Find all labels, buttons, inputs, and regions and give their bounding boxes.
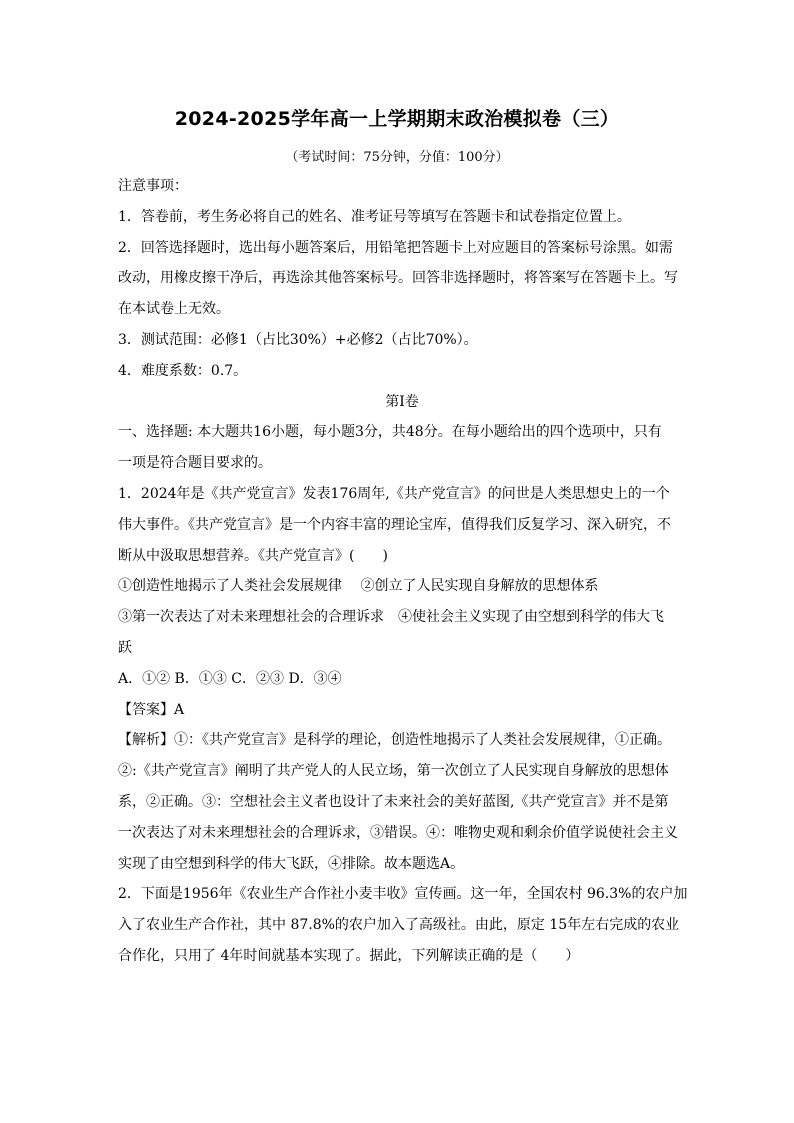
notice-item: 在本试卷上无效。 bbox=[118, 301, 230, 318]
q1-statement: ③第一次表达了对未来理想社会的合理诉求 ④使社会主义实现了由空想到科学的伟大飞 bbox=[118, 609, 664, 626]
notice-item: 1．答卷前，考生务必将自己的姓名、准考证号等填写在答题卡和试卷指定位置上。 bbox=[118, 208, 631, 225]
notice-item: 4．难度系数：0.7。 bbox=[118, 362, 248, 379]
notice-item: 改动，用橡皮擦干净后，再选涂其他答案标号。回答非选择题时，将答案写在答题卡上。写 bbox=[118, 270, 678, 287]
section-intro: 一、选择题: 本大题共16小题，每小题3分，共48分。在每小题给出的四个选项中，只有 bbox=[118, 424, 662, 441]
q1-stem: 伟大事件。《共产党宣言》是一个内容丰富的理论宝库，值得我们反复学习、深入研究，不 bbox=[118, 516, 671, 533]
q1-statement: 跃 bbox=[118, 639, 132, 656]
q2-stem: 入了农业生产合作社，其中 87.8%的农户加入了高级社。由此，原定 15年左右完成的农业 bbox=[118, 917, 680, 934]
q2-stem: 2．下面是1956年《农业生产合作社小麦丰收》宣传画。这一年，全国农村 96.3%的农户加 bbox=[118, 886, 688, 903]
q1-stem: 1．2024年是《共产党宣言》发表176周年,《共产党宣言》的问世是人类思想史上的一个 bbox=[118, 485, 670, 502]
section-intro: 一项是符合题目要求的。 bbox=[118, 455, 272, 472]
section-title: 第Ⅰ卷 bbox=[385, 393, 419, 410]
q1-answer: 【答案】A bbox=[118, 701, 185, 718]
exam-subtitle: （考试时间：75分钟，分值：100分） bbox=[285, 150, 509, 165]
q1-analysis: ②:《共产党宣言》阐明了共产党人的人民立场，第一次创立了人民实现自身解放的思想体 bbox=[118, 763, 669, 780]
notice-item: 2．回答选择题时，选出每小题答案后，用铅笔把答题卡上对应题目的答案标号涂黑。如需 bbox=[118, 239, 673, 256]
q2-stem: 合作化，只用了 4年时间就基本实现了。据此，下列解读正确的是（ ） bbox=[118, 947, 580, 964]
notice-item: 3．测试范围：必修1（占比30%）+必修2（占比70%）。 bbox=[118, 331, 478, 348]
q1-options: A．①② B．①③ C．②③ D．③④ bbox=[118, 670, 342, 687]
q1-analysis: 一次表达了对未来理想社会的合理诉求，③错误。④：唯物史观和剩余价值学说使社会主义 bbox=[118, 824, 678, 841]
exam-title: 2024-2025学年高一上学期期末政治模拟卷（三） bbox=[174, 108, 620, 130]
q1-analysis: 实现了由空想到科学的伟大飞跃，④排除。故本题选A。 bbox=[118, 855, 465, 872]
q1-analysis: 【解析】①：《共产党宣言》是科学的理论，创造性地揭示了人类社会发展规律，①正确。 bbox=[118, 732, 671, 749]
q1-statement: ①创造性地揭示了人类社会发展规律 ②创立了人民实现自身解放的思想体系 bbox=[118, 578, 599, 595]
q1-analysis: 系，②正确。③：空想社会主义者也设计了未来社会的美好蓝图,《共产党宣言》并不是第 bbox=[118, 793, 669, 810]
q1-stem: 断从中汲取思想营养。《共产党宣言》( ) bbox=[118, 547, 388, 564]
exam-body bbox=[118, 171, 686, 972]
notice-heading: 注意事项： bbox=[118, 178, 188, 194]
